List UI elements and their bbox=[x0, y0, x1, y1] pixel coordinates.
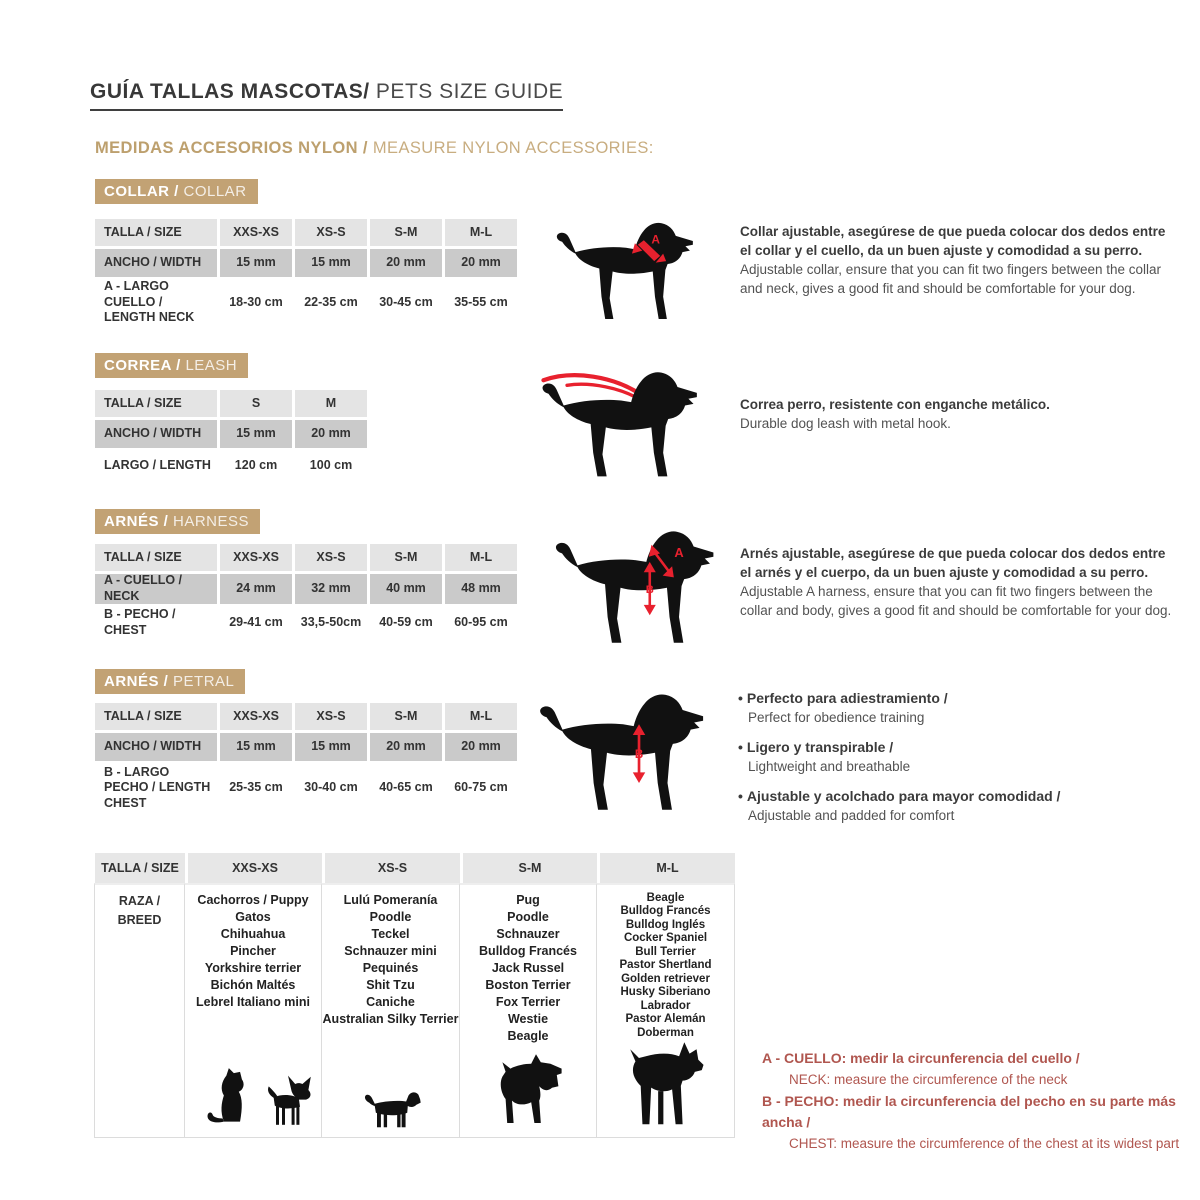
petral-width-value: 15 mm bbox=[220, 733, 292, 761]
leash-badge-en: LEASH bbox=[185, 357, 238, 374]
harness-chest-value: 29-41 cm bbox=[220, 607, 292, 639]
leash-desc-en: Durable dog leash with metal hook. bbox=[740, 416, 951, 432]
harness-marker-a: A bbox=[674, 544, 684, 560]
dog-silhouette-collar-icon bbox=[540, 218, 712, 322]
collar-description bbox=[740, 222, 1178, 299]
collar-neck-value: 22-35 cm bbox=[295, 280, 367, 325]
m-l-animals bbox=[597, 1036, 734, 1134]
breed-list-xxs-xs: Cachorros / Puppy Gatos Chihuahua Pincher Yorkshire terrier Bichón Maltés Lebrel Italiano mini bbox=[196, 893, 310, 1009]
leash-col-header: S bbox=[220, 390, 292, 417]
collar-neck-value: 35-55 cm bbox=[445, 280, 517, 325]
collar-width-value: 15 mm bbox=[295, 249, 367, 277]
harness-col-header: S-M bbox=[370, 544, 442, 571]
note-a-es: A - CUELLO: medir la circunferencia del cuello / bbox=[762, 1050, 1080, 1066]
leash-length-value: 100 cm bbox=[295, 451, 367, 481]
harness-neck-value: 48 mm bbox=[445, 574, 517, 604]
collar-col-header: XXS-XS bbox=[220, 219, 292, 246]
petral-width-value: 20 mm bbox=[370, 733, 442, 761]
collar-size-table bbox=[95, 219, 517, 325]
harness-badge-en: HARNESS bbox=[173, 513, 250, 530]
collar-width-value: 20 mm bbox=[445, 249, 517, 277]
subtitle-en: MEASURE NYLON ACCESSORIES: bbox=[367, 139, 654, 157]
harness-chest-value: 60-95 cm bbox=[445, 607, 517, 639]
petral-badge bbox=[95, 669, 245, 694]
petral-feature-en: Perfect for obedience training bbox=[748, 710, 925, 726]
petral-marker-b: B bbox=[634, 749, 644, 762]
harness-badge bbox=[95, 509, 260, 534]
breed-cell-xs-s bbox=[321, 883, 460, 1138]
petral-feature-es: Ajustable y acolchado para mayor comodidad / bbox=[746, 787, 1061, 804]
bullet-dot: • bbox=[738, 787, 743, 804]
harness-col-header: XS-S bbox=[295, 544, 367, 571]
collar-col-header: XS-S bbox=[295, 219, 367, 246]
doberman-silhouette-icon bbox=[618, 1036, 714, 1134]
page-title-es: GUÍA TALLAS MASCOTAS/ bbox=[90, 80, 370, 103]
collar-neck-value: 30-45 cm bbox=[370, 280, 442, 325]
petral-feature bbox=[738, 786, 1178, 826]
petral-badge-es: ARNÉS / bbox=[104, 673, 169, 690]
harness-neck-value: 32 mm bbox=[295, 574, 367, 604]
page-title-en: PETS SIZE GUIDE bbox=[369, 80, 564, 103]
breed-cell-xxs-xs bbox=[184, 883, 322, 1138]
collar-badge bbox=[95, 179, 258, 204]
harness-chest-value: 33,5-50cm bbox=[295, 607, 367, 639]
harness-desc-en: Adjustable A harness, ensure that you can fit two fingers between the collar and body, gives a good fit and should be comfortable for your dog. bbox=[740, 584, 1172, 619]
harness-desc-es: Arnés ajustable, asegúrese de que pueda colocar dos dedos entre el arnés y el cuerpo, da un buen ajuste y comodidad a su perro. bbox=[740, 546, 1166, 581]
xs-s-animals bbox=[322, 1078, 459, 1134]
petral-feature-en: Lightweight and breathable bbox=[748, 759, 911, 775]
petral-feature-es: Perfecto para adiestramiento / bbox=[746, 690, 948, 706]
petral-badge-en: PETRAL bbox=[173, 673, 235, 690]
leash-badge-es: CORREA / bbox=[104, 357, 181, 374]
petral-chest-value: 40-65 cm bbox=[370, 764, 442, 812]
note-b-es: B - PECHO: medir la circunferencia del pecho en su parte más ancha / bbox=[762, 1092, 1176, 1131]
dachshund-silhouette-icon bbox=[342, 1078, 440, 1134]
xxs-xs-animals bbox=[185, 1062, 321, 1134]
collar-marker-a: A bbox=[651, 232, 661, 247]
petral-feature-list bbox=[738, 688, 1178, 835]
leash-dog-illustration bbox=[532, 360, 710, 478]
petral-width-label: ANCHO / WIDTH bbox=[95, 733, 217, 761]
breed-col-header: XXS-XS bbox=[185, 853, 322, 883]
leash-col-header: M bbox=[295, 390, 367, 417]
cat-silhouette-icon bbox=[194, 1062, 250, 1134]
breed-list-s-m: Pug Poodle Schnauzer Bulldog Francés Jack Russel Boston Terrier Fox Terrier Westie Beagle bbox=[479, 893, 577, 1043]
breed-col-header: TALLA / SIZE bbox=[95, 853, 185, 883]
petral-dog-illustration bbox=[534, 688, 712, 814]
leash-badge bbox=[95, 353, 248, 378]
leash-width-value: 20 mm bbox=[295, 420, 367, 448]
breed-col-header: M-L bbox=[597, 853, 735, 883]
petral-col-header: M-L bbox=[445, 703, 517, 730]
collar-dog-illustration bbox=[540, 218, 712, 322]
harness-neck-label: A - CUELLO / NECK bbox=[95, 574, 217, 604]
breed-row-label: RAZA / BREED bbox=[117, 894, 162, 927]
bullet-dot: • bbox=[738, 690, 743, 706]
s-m-animals bbox=[460, 1048, 596, 1134]
petral-width-value: 20 mm bbox=[445, 733, 517, 761]
harness-marker-b: B bbox=[645, 583, 654, 596]
dog-silhouette-leash-icon bbox=[532, 360, 710, 478]
harness-description bbox=[740, 544, 1178, 621]
petral-chest-value: 30-40 cm bbox=[295, 764, 367, 812]
page-title bbox=[90, 80, 563, 111]
collar-col-header: M-L bbox=[445, 219, 517, 246]
petral-col-header: XS-S bbox=[295, 703, 367, 730]
dog-silhouette-petral-icon bbox=[534, 688, 712, 814]
subtitle-es: MEDIDAS ACCESORIOS NYLON / bbox=[95, 139, 368, 157]
collar-neck-label: A - LARGO CUELLO / LENGTH NECK bbox=[95, 280, 217, 325]
section-subtitle bbox=[95, 139, 654, 158]
petral-feature bbox=[738, 737, 1178, 777]
harness-badge-es: ARNÉS / bbox=[104, 513, 169, 530]
harness-neck-value: 24 mm bbox=[220, 574, 292, 604]
note-a-en: NECK: measure the circumference of the neck bbox=[789, 1071, 1068, 1087]
collar-desc-es: Collar ajustable, asegúrese de que pueda colocar dos dedos entre el collar y el cuello, da un buen ajuste y comodidad a su perro. bbox=[740, 224, 1166, 259]
harness-neck-value: 40 mm bbox=[370, 574, 442, 604]
collar-neck-value: 18-30 cm bbox=[220, 280, 292, 325]
petral-width-value: 15 mm bbox=[295, 733, 367, 761]
leash-size-table bbox=[95, 390, 367, 481]
leash-length-value: 120 cm bbox=[220, 451, 292, 481]
collar-badge-es: COLLAR / bbox=[104, 183, 179, 200]
collar-desc-en: Adjustable collar, ensure that you can fit two fingers between the collar and neck, gives a good fit and should be comfortable for your dog. bbox=[740, 262, 1161, 297]
harness-chest-label: B - PECHO / CHEST bbox=[95, 607, 217, 639]
breed-list-m-l: Beagle Bulldog Francés Bulldog Inglés Cocker Spaniel Bull Terrier Pastor Shertland Golden retriever Husky Siberiano Labrador Pastor Alemán Doberman bbox=[619, 892, 712, 1039]
note-b-en: CHEST: measure the circumference of the chest at its widest part bbox=[789, 1135, 1180, 1151]
breed-col-header: S-M bbox=[460, 853, 597, 883]
petral-feature-es: Ligero y transpirable / bbox=[746, 738, 894, 755]
breed-cell-s-m bbox=[459, 883, 597, 1138]
breed-list-xs-s: Lulú Pomeranía Poodle Teckel Schnauzer mini Pequinés Shit Tzu Caniche Australian Silky Terrier bbox=[322, 893, 459, 1026]
leash-width-value: 15 mm bbox=[220, 420, 292, 448]
leash-width-label: ANCHO / WIDTH bbox=[95, 420, 217, 448]
petral-chest-label: B - LARGO PECHO / LENGTH CHEST bbox=[95, 764, 217, 812]
breed-col-header: XS-S bbox=[322, 853, 460, 883]
petral-feature bbox=[738, 688, 1178, 728]
breed-row-label-cell bbox=[94, 883, 185, 1138]
measuring-notes bbox=[762, 1048, 1200, 1155]
leash-length-label: LARGO / LENGTH bbox=[95, 451, 217, 481]
bullet-dot: • bbox=[738, 738, 743, 755]
chihuahua-silhouette-icon bbox=[258, 1070, 312, 1134]
harness-col-header: XXS-XS bbox=[220, 544, 292, 571]
collar-width-value: 20 mm bbox=[370, 249, 442, 277]
collar-col-header: TALLA / SIZE bbox=[95, 219, 217, 246]
harness-chest-value: 40-59 cm bbox=[370, 607, 442, 639]
collar-col-header: S-M bbox=[370, 219, 442, 246]
petral-chest-value: 25-35 cm bbox=[220, 764, 292, 812]
leash-desc-es: Correa perro, resistente con enganche metálico. bbox=[740, 397, 1050, 412]
petral-col-header: XXS-XS bbox=[220, 703, 292, 730]
breed-cell-m-l bbox=[596, 883, 735, 1138]
leash-description bbox=[740, 395, 1178, 433]
schnauzer-silhouette-icon bbox=[488, 1048, 568, 1134]
collar-width-value: 15 mm bbox=[220, 249, 292, 277]
petral-feature-en: Adjustable and padded for comfort bbox=[748, 808, 955, 824]
dog-silhouette-harness-icon bbox=[550, 524, 722, 648]
petral-chest-value: 60-75 cm bbox=[445, 764, 517, 812]
collar-width-label: ANCHO / WIDTH bbox=[95, 249, 217, 277]
harness-dog-illustration bbox=[550, 524, 722, 648]
petral-size-table bbox=[95, 703, 517, 812]
breed-size-table bbox=[95, 853, 735, 1138]
petral-col-header: TALLA / SIZE bbox=[95, 703, 217, 730]
harness-col-header: TALLA / SIZE bbox=[95, 544, 217, 571]
harness-size-table bbox=[95, 544, 517, 639]
leash-col-header: TALLA / SIZE bbox=[95, 390, 217, 417]
petral-col-header: S-M bbox=[370, 703, 442, 730]
collar-badge-en: COLLAR bbox=[183, 183, 247, 200]
harness-col-header: M-L bbox=[445, 544, 517, 571]
